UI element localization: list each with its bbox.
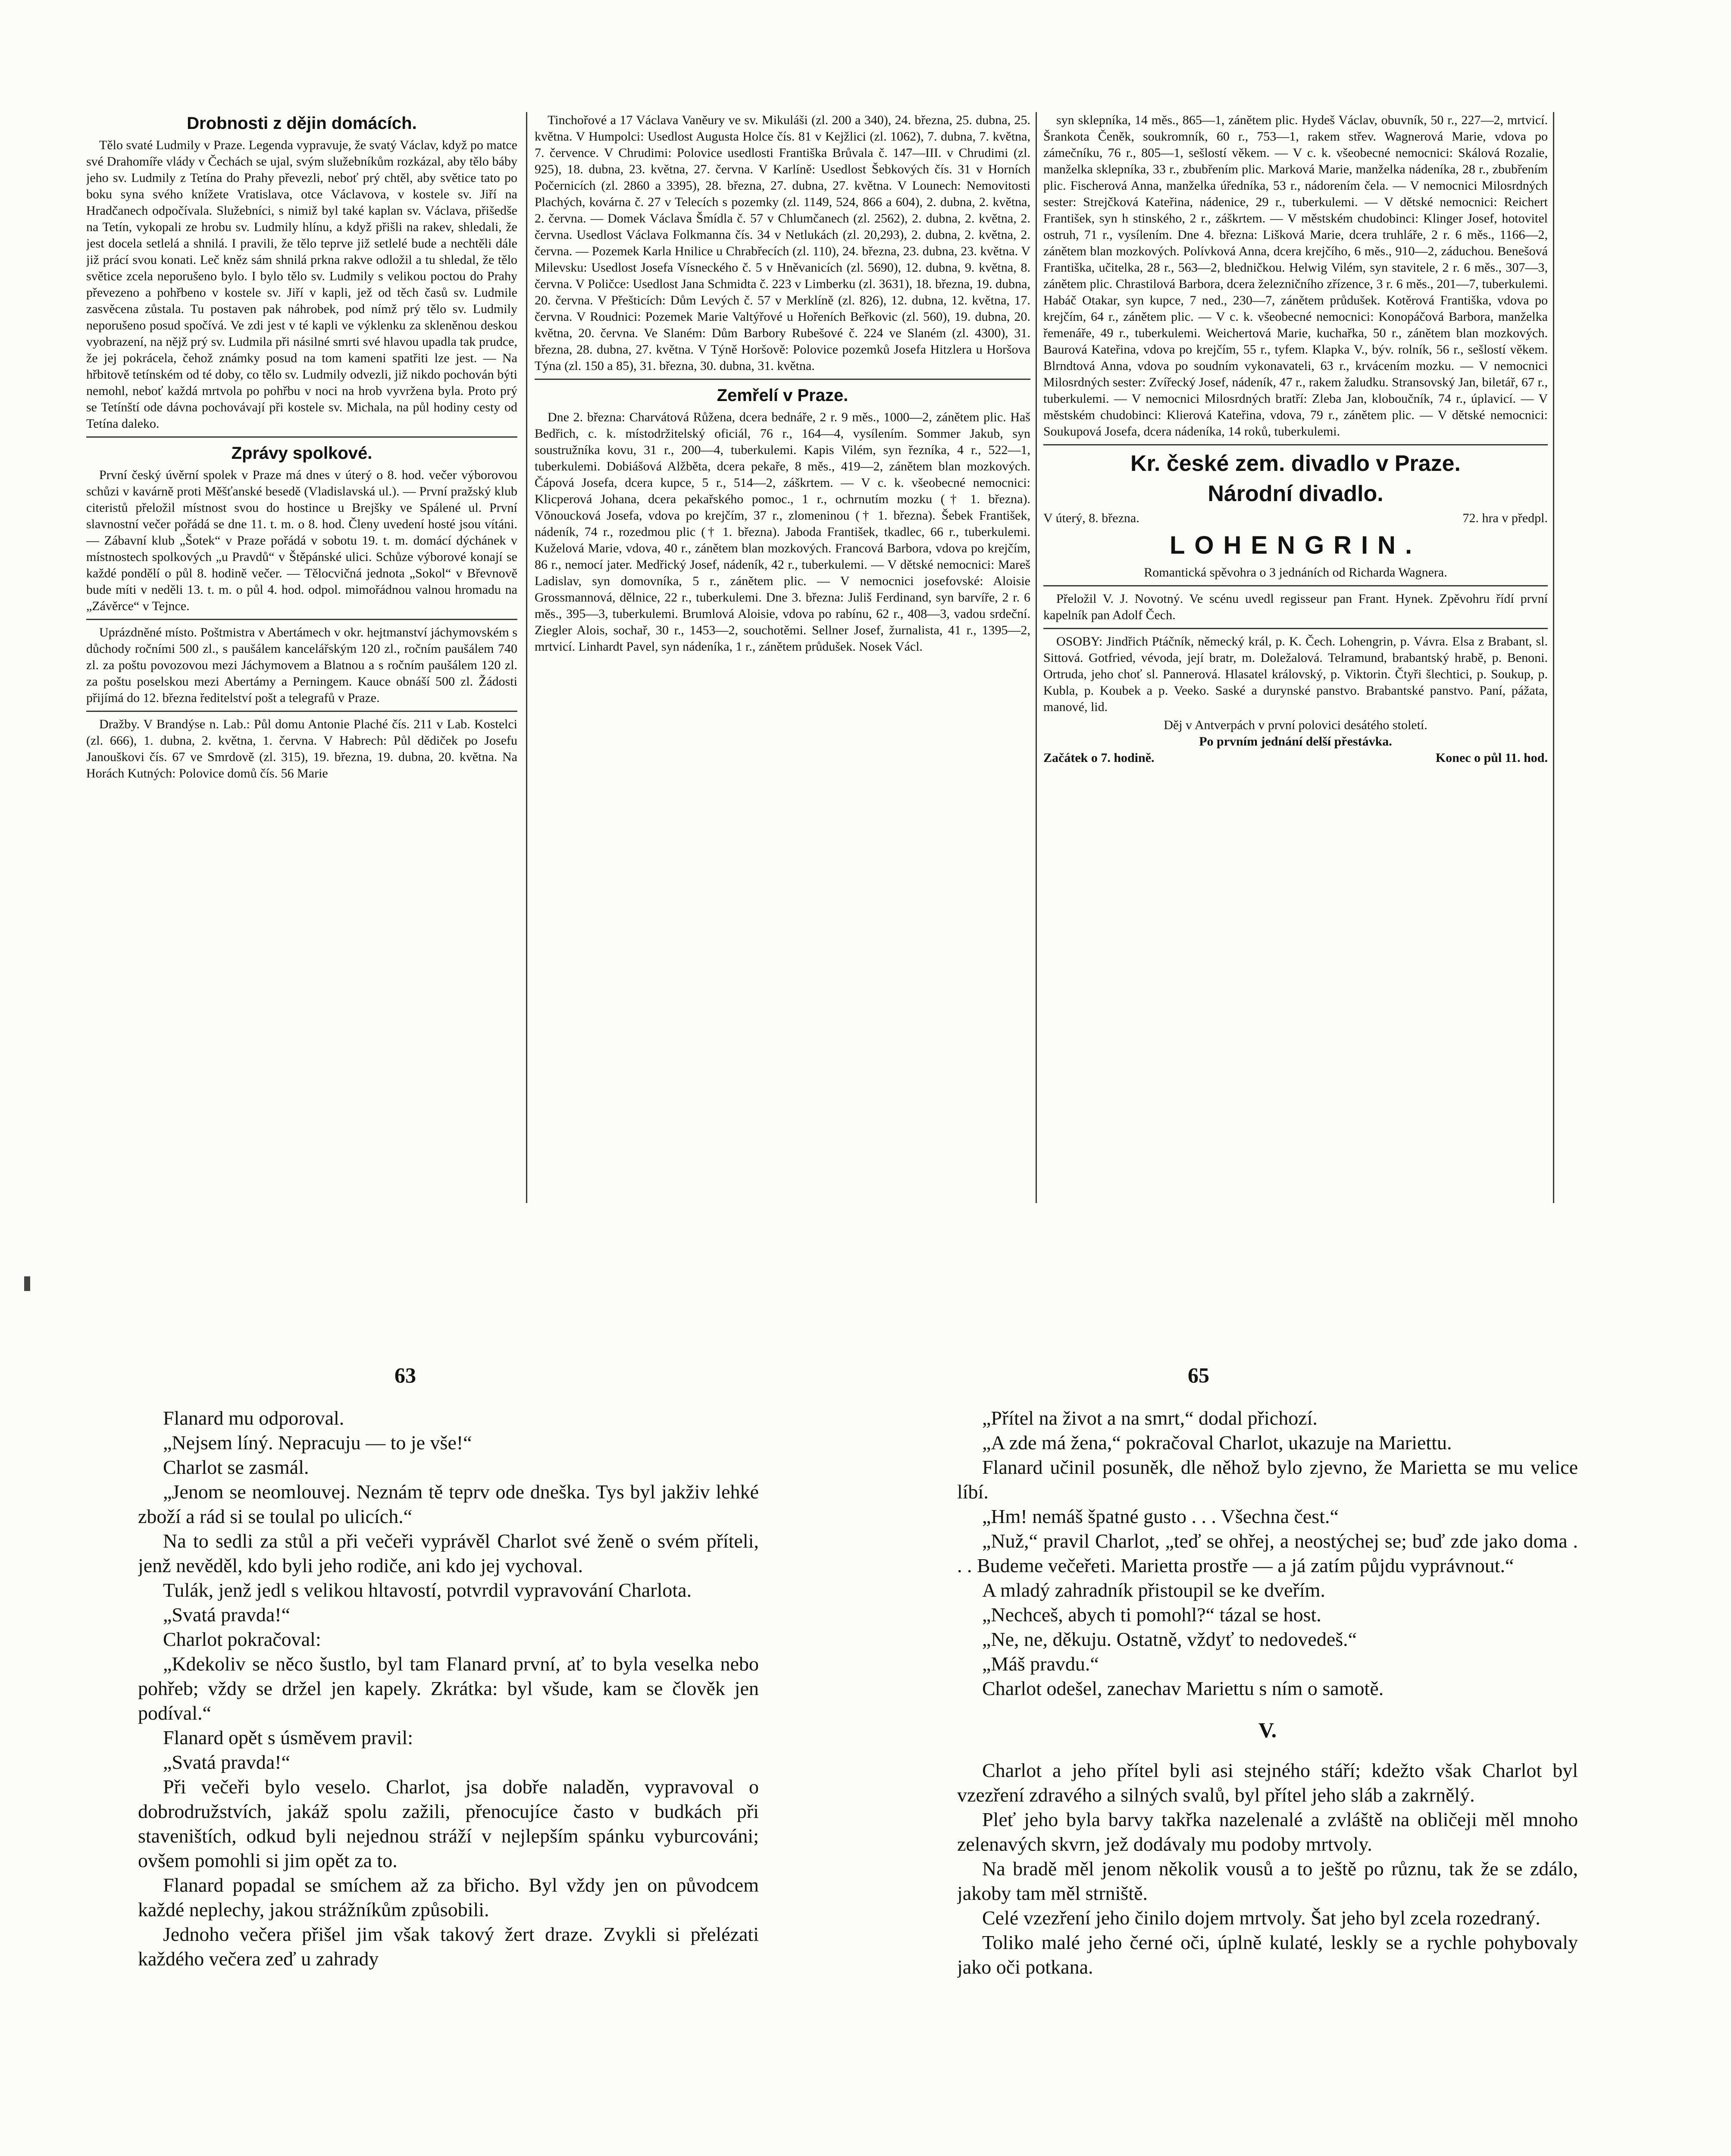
article-uprazdnene: Uprázdněné místo. Poštmistra v Abertámech v okr. hejtmanství jáchymovském s důchody ročními 500 zl., s paušálem kancelářským 120 zl., ročním paušálem 740 zl. za poštu povozovou mezi Jáchymovem a Blatnou a s ročním paušálem 120 zl. za poštu poselskou mezi Abertámy a Perningem. Kauce obnáší 500 zl. Žádosti přijímá do 12. března ředitelství pošt a telegrafů v Praze. [86,625,517,705]
scan-mark [24,1276,30,1291]
start-time: Začátek o 7. hodině. [1043,751,1155,765]
paragraph: A mladý zahradník přistoupil se ke dveřím. [982,1579,1325,1601]
section-title-zemreli: Zemřelí v Praze. [717,386,848,405]
theatre-title: Kr. české zem. divadlo v Praze. [1130,451,1461,476]
end-time: Konec o půl 11. hod. [1435,751,1548,765]
paragraph: Charlot pokračoval: [163,1628,321,1650]
paragraph: „Ne, ne, děkuju. Ostatně, vždyť to nedovedeš.“ [982,1628,1357,1650]
paragraph: „Nuž,“ pravil Charlot, „teď se ohřej, a neostýchej se; buď zde jako doma . . . Budeme večeřeti. Marietta prostře — a já zatím půjdu vyprávnout.“ [957,1530,1578,1576]
paragraph: „Máš pravdu.“ [982,1653,1099,1675]
performance-date: V úterý, 8. března. [1043,511,1139,525]
newspaper-column-1 [86,112,517,1203]
page-number-left: 63 [394,1363,416,1387]
article-drazby: Dražby. V Brandýse n. Lab.: Půl domu Antonie Plaché čís. 211 v Lab. Kostelci (zl. 666), 1. dubna, 2. května, 1. června. V Habrech: Půl dědiček po Josefu Janouškovi čís. 67 ve Smrdově (zl. 315), 19. března, 19. dubna, 20. května. Na Horách Kutných: Polovice domů čís. 56 Marie [86,717,517,780]
article-zpravy: První český úvěrní spolek v Praze má dnes v úterý o 8. hod. večer výborovou schůzi v kavárně proti Měšťanské besedě (Vladislavská ul.). — První pražský klub citeristů přeložil místnost svou do hostince u Brejšky ve Spálené ul. První slavnostní večer pořádá se dne 11. t. m. o 8. hod. Členy uvedení hosté jsou vítáni. — Zábavní klub „Šotek“ v Praze pořádá v sobotu 19. t. m. domácí dýchánek v místnostech spolkových „u Pravdů“ v Štěpánské ulici. Schůze výborové konají se každé pondělí o půl 8. hodině večer. — Tělocvičná jednota „Sokol“ v Břevnově bude míti v neděli 13. t. m. o půl 4. hod. odpol. mimořádnou valnou hromadu na „Závěrce“ v Tejnce. [86,468,517,613]
paragraph: Na bradě měl jenom několik vousů a to ještě po různu, tak že se zdálo, jakoby tam měl strniště. [957,1858,1578,1904]
column-rule [526,112,527,1203]
paragraph: Flanard opět s úsměvem pravil: [163,1727,413,1749]
section-title-zpravy: Zprávy spolkové. [231,444,372,463]
newspaper-column-2 [535,112,1030,1203]
paragraph: Tulák, jenž jedl s velikou hltavostí, potvrdil vypravování Charlota. [163,1579,692,1601]
times-row [1043,750,1548,766]
page-number-right: 65 [1188,1363,1209,1387]
book-page-left [138,1406,759,2156]
divider [1043,444,1548,445]
paragraph: „Přítel na život a na smrt,“ dodal přichozí. [982,1407,1318,1429]
opera-cast: OSOBY: Jindřich Ptáčník, německý král, p. K. Čech. Lohengrin, p. Vávra. Elsa z Brabant, sl. Sittová. Gotfried, vévoda, její bratr, m. Doležalová. Telramund, brabantský hrabě, p. Benoni. Ortruda, jeho choť sl. Pannerová. Hlasatel královský, p. Viktorin. Čtyři šlechtici, p. Soukup, p. Kubla, p. Koubek a p. Veeko. Saské a durynské panstvo. Brabantské panstvo. Paní, pážata, manové, lid. [1043,634,1548,714]
theatre-notice [1043,450,1548,766]
article-drobnosti: Tělo svaté Ludmily v Praze. Legenda vypravuje, že svatý Václav, když po matce své Drahomíře vlády v Čechách se ujal, svým služebníkům rozkázal, aby tělo báby jeho sv. Ludmily z Tetína do Prahy převezli, neboť prý chtěl, aby světice tato po boku syna svého knížete Vratislava, otce Václavova, v kostele sv. Jiří na Hradčanech odpočívala. Služebníci, s nimiž byl také kaplan sv. Václava, přišedše na Tetín, vykopali ze hrobu sv. Ludmily hlínu, a když přišli na rakev, shledali, že jest docela setlelá a shnilá. I pravili, že tělo teprve již setlelé bude a nechtěli dále již prácí svou konati. Leč kněz sám shnilá prkna rakve odložil a tu shledal, že tělo světice zcela neporušeno bylo. I bylo tělo sv. Ludmily s velikou poctou do Prahy převezeno a pohřbeno v kostele sv. Jiří v kapli, jež od těch časů sv. Ludmile zasvěcena zůstala. Tu postaven pak náhrobek, pod nímž prý tělo sv. Ludmily neporušeno posud spočívá. Ve zdi jest v té kapli ve výklenku za skleněnou deskou vyobrazení, na nějž prý sv. Ludmila při násilné smrti své hlavou upadla tak prudce, že jej pokrácela, čehož známky posud na tom kameni spatřiti lze jest. — Na hřbitově tetínském od té doby, co tělo sv. Ludmily odvezli, již nikdo pochován býti nemohl, neboť každá mrtvola po pohřbu v noci na hrob vyvržena byla. Proto prý se Tetínští ode dávna pochovávají při kostele sv. Michala, na půl hodiny cesty od Tetína daleko. [86,138,517,431]
theatre-date-row [1043,510,1548,526]
paragraph: Na to sedli za stůl a při večeři vyprávěl Charlot své ženě o svém příteli, jenž nevěděl, kdo byli jeho rodiče, ani kdo jej vychoval. [138,1530,759,1576]
paragraph: „A zde má žena,“ pokračoval Charlot, ukazuje na Mariettu. [982,1432,1452,1454]
opera-title: LOHENGRIN. [1169,531,1422,559]
newspaper-column-3 [1043,112,1548,1203]
paragraph: „Nejsem líný. Nepracuju — to je vše!“ [163,1432,472,1454]
opera-credits: Přeložil V. J. Novotný. Ve scénu uvedl regisseur pan Frant. Hynek. Zpěvohru řídí první kapelník pan Adolf Čech. [1043,592,1548,622]
article-drazby-cont: Tinchořové a 17 Václava Vaněury ve sv. Mikuláši (zl. 200 a 340), 24. března, 25. dubna, 25. května. V Humpolci: Usedlost Augusta Holce čís. 81 v Kejžlici (zl. 1062), 7. dubna, 7. května, 7. července. V Chrudimi: Polovice usedlosti Františka Brůvala č. 147—III. v Chrudimi (zl. 925), 18. dubna, 23. května, 27. června. V Karlíně: Usedlost Šebkových čís. 31 v Horních Počernicích (zl. 2860 a 3395), 28. března, 27. dubna, 27. května. V Lounech: Nemovitosti Plachých, kovárna č. 27 v Telecích s pozemky (zl. 1149, 524, 866 a 604), 2. dubna, 2. května, 2. června. — Domek Václava Šmídla č. 57 v Chlumčanech (zl. 2562), 2. dubna, 2. května, 2. června. Usedlost Václava Folkmanna čís. 34 v Netlukách (zl. 20,293), 2. dubna, 2. května, 2. června. — Pozemek Karla Hnilice u Chrabřecích (zl. 110), 24. března, 23. dubna, 23. května. V Milevsku: Usedlost Josefa Vísneckého č. 5 v Hněvanicích (zl. 5690), 12. dubna, 9. května, 8. června. V Poličce: Usedlost Jana Schmidta č. 223 v Limberku (zl. 3631), 18. března, 19. dubna, 20. června. V Přešticích: Dům Levých č. 57 v Merklíně (zl. 826), 12. dubna, 12. května, 17. června. V Roudnici: Pozemek Marie Valtýřové u Hořeních Beřkovic (zl. 560), 19. dubna, 20. května, 20. června. Ve Slaném: Dům Barbory Rubešové č. 224 ve Slaném (zl. 4300), 31. března, 28. dubna, 27. května. V Týně Horšově: Polovice pozemků Josefa Hitzlera u Horšova Týna (zl. 150 a 85), 31. března, 30. dubna, 31. května. [535,113,1030,373]
paragraph: Flanard učinil posuněk, dle něhož bylo zjevno, že Marietta se mu velice líbí. [957,1456,1578,1503]
article-zemreli: Dne 2. března: Charvátová Růžena, dcera bednáře, 2 r. 9 měs., 1000—2, zánětem plic. Haš Bedřich, c. k. místodržitelský oficiál, 76 r., 164—4, vysílením. Sommer Jakub, syn soustružníka kovu, 31 r., 200—4, tuberkulemi. Kapis Vilém, syn řezníka, 4 r., 522—1, tuberkulemi. Dobiášová Alžběta, dcera pekaře, 8 měs., 419—2, zánětem blan mozkových. Čápová Josefa, dcera kupce, 5 r., 514—2, záškrtem. — V c. k. všeobecné nemocnici: Klicperová Johana, dcera pekařského pomoc., 1 r., ochrnutím mozku († 1. března). Vŏnoucková Josefa, vdova po krejčím, 37 r., zlomeninou († 1. března). Šebek František, nádeník, 74 r., rozedmou plic († 1. března). Jaboda František, tkadlec, 66 r., tuberkulemi. Kuželová Marie, vdova, 40 r., zánětem blan mozkových. Francová Barbora, vdova po krejčím, 86 r., nemocí jater. Medřický Josef, nádeník, 42 r., tuberkulemi. — V dětské nemocnici: Mareš Ladislav, syn domovníka, 5 r., zánětem plic. — V nemocnici josefovské: Aloisie Grossmannová, dělnice, 22 r., tuberkulemi. Dne 3. března: Juliš Ferdinand, syn barvíře, 2 r. 6 měs., 395—3, tuberkulemi. Brumlová Aloisie, vdova po rabínu, 62 r., 408—3, vadou srdeční. Ziegler Alois, sochař, 30 r., 1453—2, souchotěmi. Sellner Josef, žurnalista, 41 r., 1395—2, mrtvicí. Linhardt Pavel, syn nádeníka, 1 r., zánětem průdušek. Nosek Václ. [535,410,1030,654]
paragraph: „Hm! nemáš špatné gusto . . . Všechna čest.“ [982,1505,1339,1527]
paragraph: Jednoho večera přišel jim však takový žert draze. Zvykli si přelézati každého večera zeď u zahrady [138,1923,759,1970]
divider [86,619,517,620]
column-rule [1553,112,1554,1203]
newspaper-band [86,112,1681,1203]
paragraph: Flanard popadal se smíchem až za břicho. Byl vždy jen on původcem každé neplechy, jakou strážníkům způsobili. [138,1874,759,1921]
opera-description: Romantická spěvohra o 3 jednáních od Richarda Wagnera. [1144,565,1447,580]
opera-setting: Děj v Antverpách v první polovici desátého století. [1164,718,1427,732]
paragraph: Toliko malé jeho černé oči, úplně kulaté, leskly se a rychle pohybovaly jako oči potkana. [957,1931,1578,1978]
article-zemreli-cont: syn sklepníka, 14 měs., 865—1, zánětem plic. Hydeš Václav, obuvník, 50 r., 227—2, mrtvicí. Šrankota Čeněk, soukromník, 60 r., 753—1, rakem střev. Wagnerová Marie, vdova po zámečníku, 76 r., 805—1, sešlostí věkem. — V c. k. všeobecné nemocnici: Skálová Rozalie, manželka sklepníka, 33 r., zbubřením plic. Marková Marie, manželka nádeníka, 28 r., zbubřením plic. Fischerová Anna, manželka úředníka, 53 r., nádorením čela. — V nemocnici Milosrdných sester: Strejčková Kateřina, nádenice, 29 r., tuberkulemi. — V dětské nemocnici: Reichert František, syn h stinského, 2 r., záškrtem. — V městském chudobinci: Klinger Josef, hotovitel ostruh, 71 r., vysílením. Dne 4. března: Lišková Marie, dcera truhláře, 2 r. 6 měs., 1166—2, zánětem blan mozkových. Polívková Anna, dcera krejčího, 6 měs., 910—2, záduchou. Benešová Františka, učitelka, 28 r., 563—2, bledničkou. Helwig Vilém, syn stavitele, 2 r. 6 měs., 307—3, zánětem plic. Chrastilová Barbora, dcera železničního zřízence, 3 r. 6 měs., 201—7, tuberkulemi. Habáč Otakar, syn kupce, 7 ned., 230—7, zánětem průdušek. Kotěrová Františka, vdova po krejčím, 64 r., zánětem plic. — V c. k. všeobecné nemocnici: Konopáčová Barbora, manželka řemenáře, 49 r., tuberkulemi. Weichertová Marie, kuchařka, 50 r., zánětem blan mozkových. Baurová Kateřina, vdova po krejčím, 55 r., tyfem. Klapka V., býv. rolník, 56 r., sešlostí věkem. Blrndtová Anna, vdova po soudním vykonavateli, 63 r., krvácením mozku. — V nemocnici Milosrdných sester: Zvířecký Josef, nádeník, 47 r., rakem žaludku. Stransovský Jan, biletář, 67 r., tuberkulemi. — V nemocnici Milosrdných bratří: Zleba Jan, kloboučník, 74 r., úplavicí. — V městském chudobinci: Klierová Kateřina, vdova, 79 r., zánětem plic. — V dětské nemocnici: Soukupová Josefa, dcera nádeníka, 14 roků, tuberkulemi. [1043,113,1548,439]
paragraph: „Jenom se neomlouvej. Neznám tě teprv ode dneška. Tys byl jakživ lehké zboží a rád si se toulal po ulicích.“ [138,1481,759,1527]
paragraph: Charlot se zasmál. [163,1456,309,1478]
divider [535,379,1030,380]
paragraph: „Kdekoliv se něco šustlo, byl tam Flanard první, ať to byla veselka nebo pohřeb; vždy se držel jen kapely. Zkrátka: byl všude, kam se člověk jen podíval.“ [138,1653,759,1724]
column-rule [1036,112,1037,1203]
chapter-heading: V. [1258,1718,1277,1742]
divider [1043,628,1548,629]
divider [86,711,517,712]
book-page-right [957,1406,1578,2156]
paragraph: Celé vzezření jeho činilo dojem mrtvoly. Šat jeho byl zcela rozedraný. [982,1907,1540,1929]
paragraph: Flanard mu odporoval. [163,1407,344,1429]
paragraph: Při večeři bylo veselo. Charlot, jsa dobře naladěn, vypravoval o dobrodružstvích, jakáž spolu zažili, přenocujíce často v budkách při staveništích, odkud byli nejednou stráží v nejlepším spánku vyburcováni; ovšem pomohli si jim opět za to. [138,1776,759,1871]
paragraph: „Svatá pravda!“ [163,1604,291,1626]
theatre-subtitle: Národní divadlo. [1208,481,1384,506]
section-title-drobnosti: Drobnosti z dějin domácích. [187,114,417,133]
intermission-note: Po prvním jednání delší přestávka. [1199,734,1392,749]
divider [86,436,517,438]
subscription-number: 72. hra v předpl. [1462,511,1548,525]
paragraph: Charlot a jeho přítel byli asi stejného stáří; kdežto však Charlot byl vzezření zdravého a silných svalů, byl přítel jeho sláb a zakrnělý. [957,1759,1578,1806]
paragraph: „Nechceš, abych ti pomohl?“ tázal se host. [982,1604,1321,1626]
divider [1043,585,1548,586]
paragraph: „Svatá pravda!“ [163,1751,291,1773]
paragraph: Charlot odešel, zanechav Mariettu s ním o samotě. [982,1677,1384,1699]
paragraph: Pleť jeho byla barvy takřka nazelenalé a zvláště na obličeji měl mnoho zelenavých skvrn, jež dodávaly mu podoby mrtvoly. [957,1808,1578,1855]
